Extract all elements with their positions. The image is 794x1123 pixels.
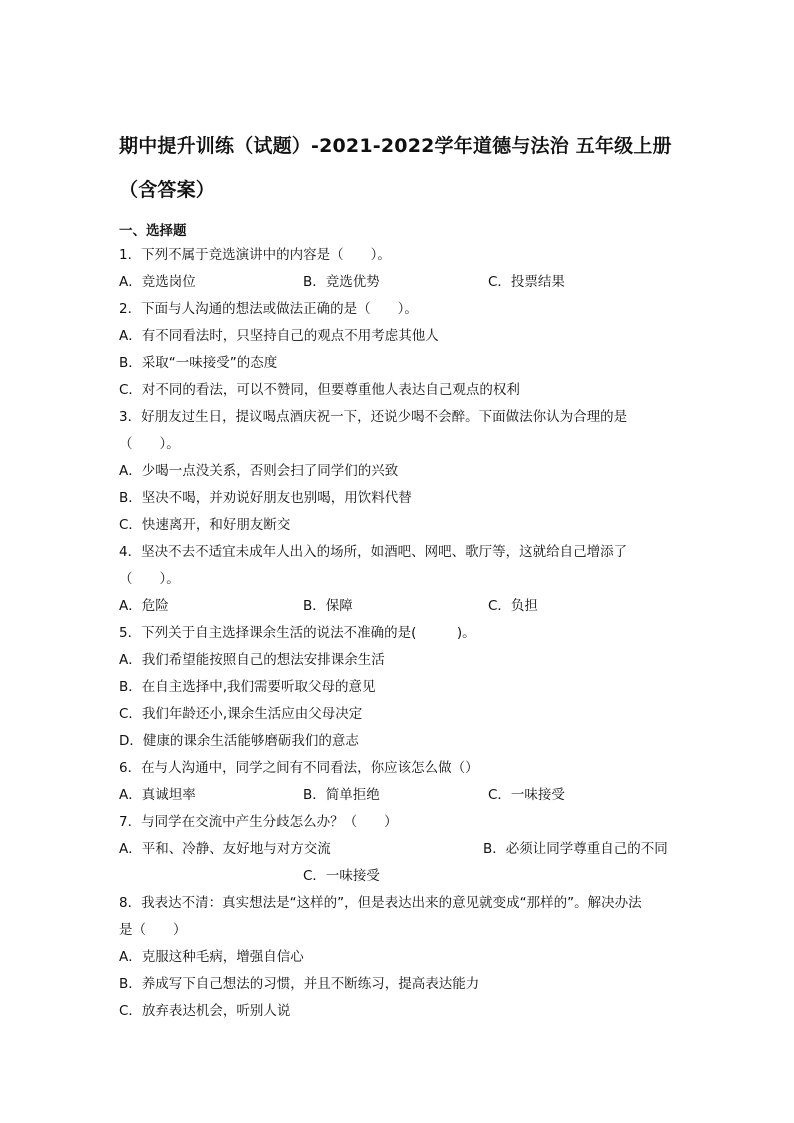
question-7-option-a: A．平和、冷静、友好地与对方交流: [119, 841, 331, 857]
question-5-option-a: A．我们希望能按照自己的想法安排课余生活: [119, 652, 385, 668]
section-heading: 一、选择题: [119, 223, 187, 239]
document-title: 期中提升训练（试题）-2021-2022学年道德与法治 五年级上册（含答案）: [119, 135, 672, 201]
question-3-option-b: B．坚决不喝，并劝说好朋友也别喝，用饮料代替: [119, 490, 412, 506]
question-5-option-b: B．在自主选择中,我们需要听取父母的意见: [119, 679, 376, 695]
question-4-option-c: C．负担: [488, 598, 538, 614]
question-1-option-a: A．竞选岗位: [119, 274, 196, 290]
question-6-stem: 6．在与人沟通中，同学之间有不同看法，你应该怎么做（）: [119, 760, 479, 776]
question-8-stem-continued: 是（ ）: [119, 922, 187, 938]
question-2-option-b: B．采取“一味接受”的态度: [119, 355, 278, 371]
question-7-option-b: B．必须让同学尊重自己的不同: [483, 841, 668, 857]
question-2-stem: 2．下面与人沟通的想法或做法正确的是（ ）。: [119, 301, 418, 317]
question-7-option-c: C．一味接受: [303, 868, 380, 884]
question-6-option-c: C．一味接受: [488, 787, 565, 803]
question-7-stem: 7．与同学在交流中产生分歧怎么办？（ ）: [119, 814, 398, 830]
question-4-option-a: A．危险: [119, 598, 169, 614]
question-4-stem-continued: （ ）。: [119, 571, 180, 587]
question-6-option-b: B．简单拒绝: [303, 787, 380, 803]
question-5-option-c: C．我们年龄还小,课余生活应由父母决定: [119, 706, 363, 722]
question-1-option-b: B．竞选优势: [303, 274, 380, 290]
question-5-option-d: D．健康的课余生活能够磨砺我们的意志: [119, 733, 359, 749]
question-1-stem: 1．下列不属于竞选演讲中的内容是（ ）。: [119, 247, 391, 263]
question-3-option-c: C．快速离开，和好朋友断交: [119, 517, 291, 533]
question-6-option-a: A．真诚坦率: [119, 787, 196, 803]
question-3-stem-continued: （ ）。: [119, 436, 180, 452]
question-8-option-b: B．养成写下自己想法的习惯，并且不断练习，提高表达能力: [119, 976, 480, 992]
question-4-stem: 4．坚决不去不适宜未成年人出入的场所，如酒吧、网吧、歌厅等，这就给自己增添了: [119, 544, 628, 560]
question-2-option-a: A．有不同看法时，只坚持自己的观点不用考虑其他人: [119, 328, 439, 344]
question-2-option-c: C．对不同的看法，可以不赞同，但要尊重他人表达自己观点的权利: [119, 382, 520, 398]
question-5-stem: 5．下列关于自主选择课余生活的说法不准确的是( )。: [119, 625, 476, 641]
question-8-stem: 8．我表达不清：真实想法是“这样的”，但是表达出来的意见就变成“那样的”。解决办法: [119, 895, 642, 911]
question-8-option-a: A．克服这种毛病，增强自信心: [119, 949, 304, 965]
question-4-option-b: B．保障: [303, 598, 353, 614]
question-1-option-c: C．投票结果: [488, 274, 565, 290]
question-3-stem: 3．好朋友过生日，提议喝点酒庆祝一下，还说少喝不会醉。下面做法你认为合理的是: [119, 409, 628, 425]
question-8-option-c: C．放弃表达机会，听别人说: [119, 1003, 291, 1019]
question-3-option-a: A．少喝一点没关系，否则会扫了同学们的兴致: [119, 463, 399, 479]
